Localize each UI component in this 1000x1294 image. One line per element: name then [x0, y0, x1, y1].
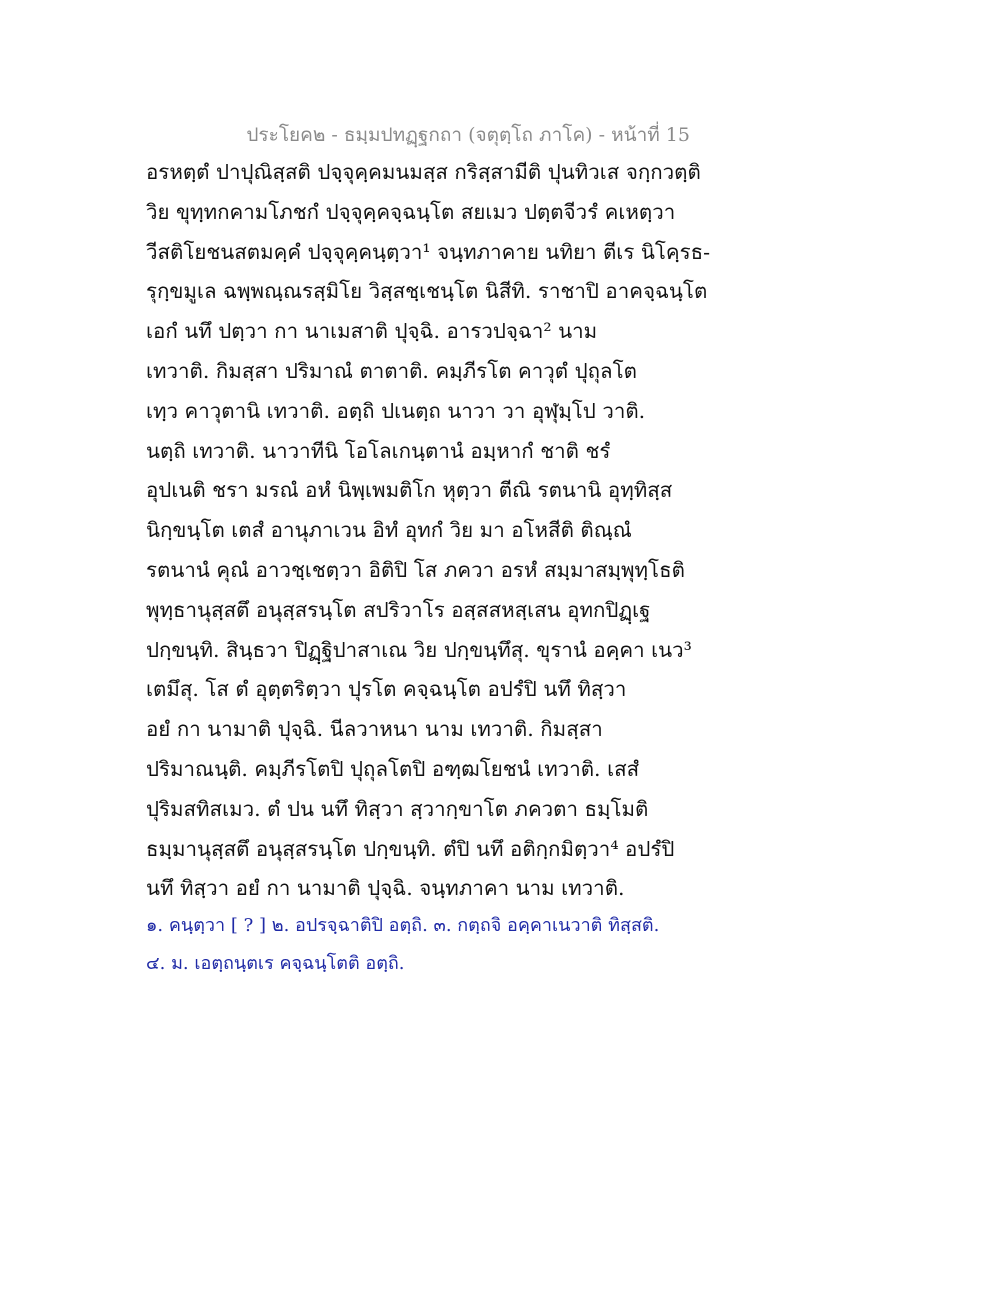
body-line: วิย ขุทฺทกคามโภชกํ ปจฺจุคฺคจฺฉนฺโต สยเมว ปตฺตจีวรํ คเหตฺวา: [146, 199, 676, 224]
body-line: ปุริมสทิสเมว. ตํ ปน นทึ ทิสฺวา สฺวากฺขาโต ภควตา ธมฺโมติ: [146, 796, 649, 821]
footnote-line: ๔. ม. เอตฺถนฺตเร คจฺฉนฺโตติ อตฺถิ.: [146, 953, 405, 974]
body-line: นทึ ทิสฺวา อยํ กา นามาติ ปุจฺฉิ. จนฺทภาคา นาม เทวาติ.: [146, 876, 625, 901]
footnotes: [146, 907, 706, 983]
body-line: อรหตฺตํ ปาปุณิสฺสติ ปจฺจุคฺคมนมสฺส กริสฺสามีติ ปุนทิวเส จกฺกวตฺติ: [146, 160, 701, 184]
body-line: นิกฺขนฺโต เตสํ อานุภาเวน อิทํ อุทกํ วิย มา อโหสีติ ติณฺณํ: [146, 518, 632, 543]
body-line: เทฺว คาวุตานิ เทวาติ. อตฺถิ ปเนตฺถ นาวา วา อุฬุมฺโป วาติ.: [146, 398, 646, 423]
running-header: ประโยค๒ - ธมฺมปทฏฺฐกถา (จตุตฺโถ ภาโค) - หน้าที่ 15: [246, 124, 690, 146]
body-line: ธมฺมานุสฺสตึ อนุสฺสรนฺโต ปกฺขนฺทิ. ตํปิ นทึ อติกฺกมิตฺวา⁴ อปรํปิ: [146, 836, 675, 861]
body-line: ปริมาณนฺติ. คมฺภีรโตปิ ปุถุลโตปิ อฑฺฒโยชนํ เทวาติ. เสสํ: [146, 756, 640, 781]
body-text: [146, 153, 711, 909]
body-line: นตฺถิ เทวาติ. นาวาทีนิ โอโลเกนฺตานํ อมฺหากํ ชาติ ชรํ: [146, 438, 611, 463]
body-line: เตมึสุ. โส ตํ อุตฺตริตฺวา ปุรโต คจฺฉนฺโต อปรํปิ นทึ ทิสฺวา: [146, 677, 627, 702]
body-line: วีสติโยชนสตมคฺคํ ปจฺจุคฺคนฺตฺวา¹ จนฺทภาคาย นทิยา ตีเร นิโคฺรธ-: [146, 239, 711, 264]
body-line: รตนานํ คุณํ อาวชฺเชตฺวา อิติปิ โส ภควา อรหํ สมฺมาสมฺพุทฺโธติ: [146, 557, 685, 582]
body-line: เทวาติ. กิมสฺสา ปริมาณํ ตาตาติ. คมฺภีรโต คาวุตํ ปุถุลโต: [146, 358, 637, 383]
body-line: พุทฺธานุสฺสตึ อนุสฺสรนฺโต สปริวาโร อสฺสสหสฺเสน อุทกปิฏฺเฐ: [146, 597, 651, 622]
body-line: รุกฺขมูเล ฉพฺพณฺณรสฺมิโย วิสฺสชฺเชนฺโต นิสีทิ. ราชาปิ อาคจฺฉนฺโต: [146, 279, 708, 304]
body-line: อยํ กา นามาติ ปุจฺฉิ. นีลวาหนา นาม เทวาติ. กิมสฺสา: [146, 717, 603, 742]
body-line: อุปเนติ ชรา มรณํ อหํ นิพฺเพมติโก หุตฺวา ตีณิ รตนานิ อุทฺทิสฺส: [146, 478, 673, 503]
body-line: ปกฺขนฺทิ. สินฺธวา ปิฏฺฐิปาสาเณ วิย ปกฺขนฺทึสุ. ขุรานํ อคฺคา เนว³: [146, 637, 692, 662]
body-line: เอกํ นทึ ปตฺวา กา นาเมสาติ ปุจฺฉิ. อารวปจฺฉา² นาม: [146, 319, 598, 344]
footnote-line: ๑. คนฺตฺวา [ ? ] ๒. อปรจฺฉาติปิ อตฺถิ. ๓. กตฺถจิ อคฺคาเนวาติ ทิสฺสติ.: [146, 915, 660, 936]
